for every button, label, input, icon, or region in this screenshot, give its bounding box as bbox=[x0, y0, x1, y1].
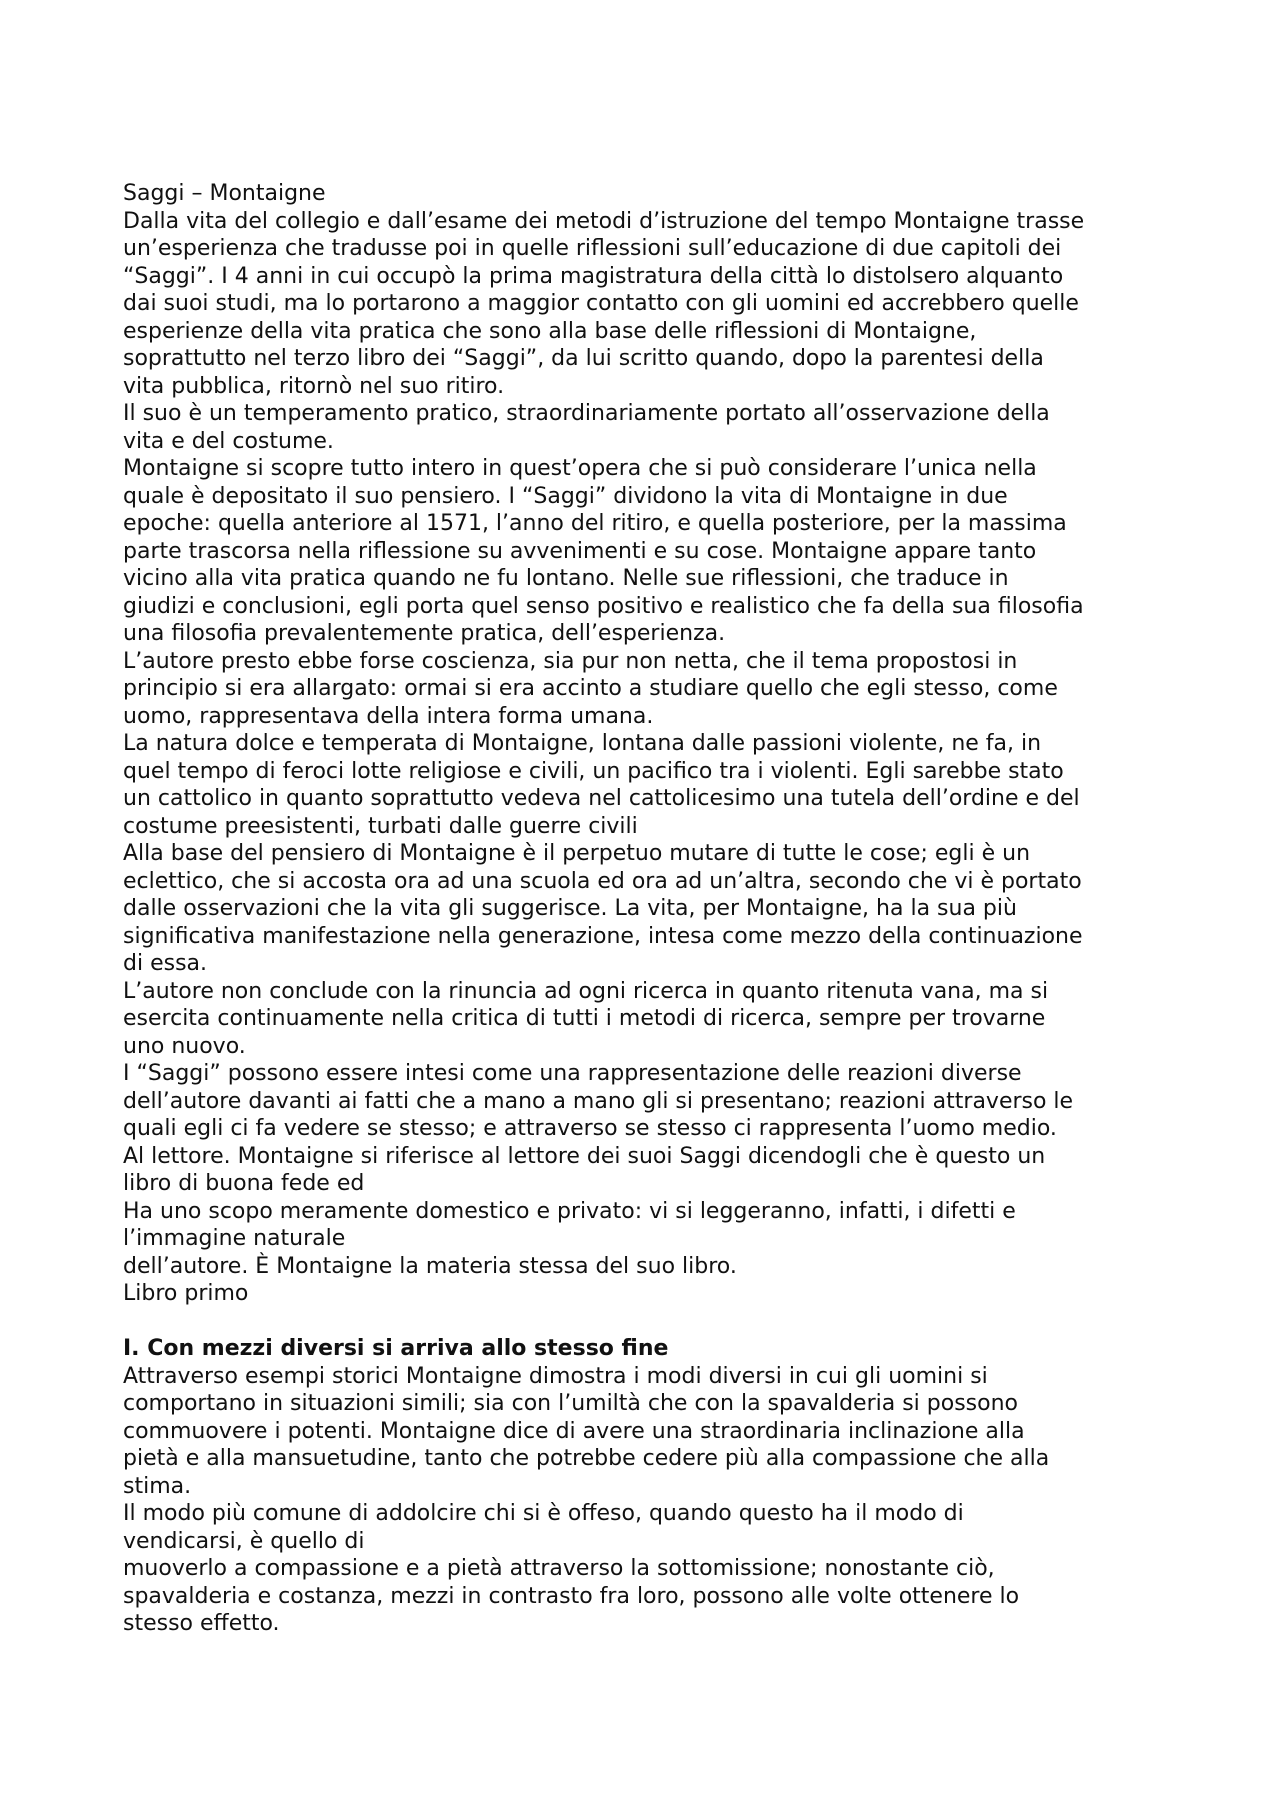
document-title: Saggi – Montaigne bbox=[123, 181, 326, 206]
paragraph-education: Dalla vita del collegio e dall’esame dei metodi d’istruzione del tempo Montaigne trasse un’esperienza che tradusse poi in quelle riflessioni sull’educazione di due capitoli dei “Saggi”. I 4 anni in cui occupò la prima magistratura della città lo distolsero alquanto dai suoi studi, ma lo portarono a maggior contatto con gli uomini ed accrebbero quelle esperienze della vita pratica che sono alla base delle riflessioni di Montaigne, soprattutto nel terzo libro dei “Saggi”, da lui scritto quando, dopo la parentesi della vita pubblica, ritornò nel suo ritiro. bbox=[123, 208, 1085, 399]
section-paragraph-modo: Il modo più comune di addolcire chi si è offeso, quando questo ha il modo di vendicarsi, è quello di bbox=[123, 1501, 964, 1554]
paragraph-scopo: Ha uno scopo meramente domestico e privato: vi si leggeranno, infatti, i difetti e l’immagine naturale bbox=[123, 1198, 1016, 1251]
paragraph-al-lettore: Al lettore. Montaigne si riferisce al lettore dei suoi Saggi dicendogli che è questo un libro di buona fede ed bbox=[123, 1143, 1046, 1196]
paragraph-natura: La natura dolce e temperata di Montaigne, lontana dalle passioni violente, ne fa, in quel tempo di feroci lotte religiose e civili, un pacifico tra i violenti. Egli sarebbe stato un cattolico in quanto soprattutto vedeva nel cattolicesimo una tutela dell’ordine e del costume preesistenti, turbati dalle guerre civili bbox=[123, 731, 1080, 839]
section-paragraph-esempi: Attraverso esempi storici Montaigne dimostra i modi diversi in cui gli uomini si comportano in situazioni simili; sia con l’umiltà che con la spavalderia si possono commuovere i potenti. Montaigne dice di avere una straordinaria inclinazione alla pietà e alla mansuetudine, tanto che potrebbe cedere più alla compassione che alla stima. bbox=[123, 1363, 1050, 1499]
paragraph-coscienza: L’autore presto ebbe forse coscienza, sia pur non netta, che il tema propostosi in principio si era allargato: ormai si era accinto a studiare quello che egli stesso, come uomo, rappresentava della intera forma umana. bbox=[123, 648, 1058, 729]
paragraph-temperament: Il suo è un temperamento pratico, straordinariamente portato all’osservazione della vita e del costume. bbox=[123, 401, 1050, 454]
section-paragraph-compassione: muoverlo a compassione e a pietà attraverso la sottomissione; nonostante ciò, spavalderia e costanza, mezzi in contrasto fra loro, possono alle volte ottenere lo stesso effetto. bbox=[123, 1556, 1020, 1636]
blank-line bbox=[123, 1308, 1183, 1336]
paragraph-ricerca: L’autore non conclude con la rinuncia ad ogni ricerca in quanto ritenuta vana, ma si esercita continuamente nella critica di tutti i metodi di ricerca, sempre per trovarne uno nuovo. bbox=[123, 978, 1049, 1059]
document-page bbox=[123, 180, 1183, 1638]
paragraph-libro-primo: Libro primo bbox=[123, 1281, 249, 1306]
paragraph-opera: Montaigne si scopre tutto intero in quest’opera che si può considerare l’unica nella quale è depositato il suo pensiero. I “Saggi” dividono la vita di Montaigne in due epoche: quella anteriore al 1571, l’anno del ritiro, e quella posteriore, per la massima parte trascorsa nella riflessione su avvenimenti e su cose. Montaigne appare tanto vicino alla vita pratica quando ne fu lontano. Nelle sue riflessioni, che traduce in giudizi e conclusioni, egli porta quel senso positivo e realistico che fa della sua filosofia una filosofia prevalentemente pratica, dell’esperienza. bbox=[123, 456, 1084, 646]
section-heading: I. Con mezzi diversi si arriva allo stesso fine bbox=[123, 1336, 669, 1361]
paragraph-materia: dell’autore. È Montaigne la materia stessa del suo libro. bbox=[123, 1253, 737, 1279]
paragraph-pensiero: Alla base del pensiero di Montaigne è il perpetuo mutare di tutte le cose; egli è un eclettico, che si accosta ora ad una scuola ed ora ad un’altra, secondo che vi è portato dalle osservazioni che la vita gli suggerisce. La vita, per Montaigne, ha la sua più significativa manifestazione nella generazione, intesa come mezzo della continuazione di essa. bbox=[123, 841, 1083, 976]
paragraph-reazioni: I “Saggi” possono essere intesi come una rappresentazione delle reazioni diverse dell’autore davanti ai fatti che a mano a mano gli si presentano; reazioni attraverso le quali egli ci fa vedere se stesso; e attraverso se stesso ci rappresenta l’uomo medio. bbox=[123, 1061, 1074, 1141]
